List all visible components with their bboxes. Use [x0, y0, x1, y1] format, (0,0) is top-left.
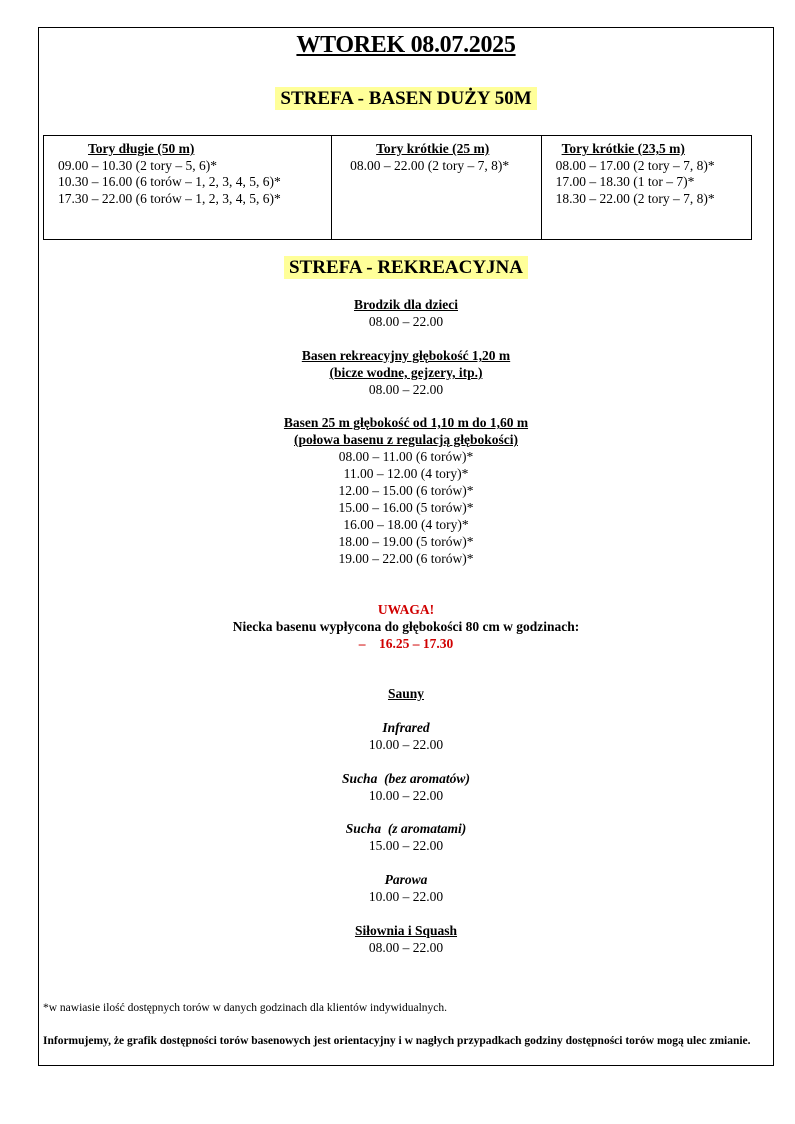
lane-row: 17.00 – 18.30 (1 tor – 7)* — [555, 174, 695, 189]
sauna-hours: 15.00 – 22.00 — [368, 838, 444, 853]
footnote: *w nawiasie ilość dostępnych torów w danych godzinach dla klientów indywidualnych. — [43, 1002, 448, 1014]
zone-big-pool-label: STREFA - BASEN DUŻY 50M — [275, 87, 536, 110]
lanes-column-short-23-5 — [542, 136, 751, 239]
saunas-title: Sauny — [387, 686, 425, 701]
sauna-name: Infrared — [382, 720, 430, 735]
schedule-frame — [38, 27, 774, 1066]
sauna-name: Sucha (bez aromatów) — [342, 771, 470, 786]
zone-recreation-label: STREFA - REKREACYJNA — [284, 256, 528, 279]
saunas-section — [39, 685, 773, 702]
lane-row: 08.00 – 17.00 (2 tory – 7, 8)* — [555, 157, 715, 173]
zone-recreation-heading — [39, 257, 773, 279]
sauna-name: Parowa — [384, 872, 428, 887]
pool25-subtitle: (połowa basenu z regulacją głębokości) — [293, 432, 518, 447]
sauna-steam — [39, 871, 773, 905]
sauna-hours: 10.00 – 22.00 — [368, 889, 444, 904]
lane-row: 09.00 – 10.30 (2 tory – 5, 6)* — [58, 157, 217, 173]
pool25-row: 19.00 – 22.00 (6 torów)* — [338, 551, 474, 566]
sauna-hours: 10.00 – 22.00 — [368, 737, 444, 752]
kids-pool-title: Brodzik dla dzieci — [353, 297, 458, 312]
lanes-column-header: Tory długie (50 m) — [88, 141, 195, 156]
pool25-row: 18.00 – 19.00 (5 torów)* — [338, 534, 474, 549]
rec-pool-section — [39, 347, 773, 398]
gym-hours: 08.00 – 22.00 — [368, 940, 444, 955]
pool25-title: Basen 25 m głębokość od 1,10 m do 1,60 m — [283, 415, 529, 430]
sauna-hours: 10.00 – 22.00 — [368, 788, 444, 803]
sauna-dry-no-aroma — [39, 770, 773, 804]
lanes-column-long — [44, 136, 332, 239]
pool25-row: 15.00 – 16.00 (5 torów)* — [338, 500, 474, 515]
lane-row: 17.30 – 22.00 (6 torów – 1, 2, 3, 4, 5, 6)* — [58, 190, 281, 206]
lanes-column-header: Tory krótkie (23,5 m) — [561, 141, 685, 156]
kids-pool-section — [39, 296, 773, 330]
sauna-dry-aroma — [39, 820, 773, 854]
notice-text: Niecka basenu wypłycona do głębokości 80 cm w godzinach: — [232, 619, 580, 634]
lane-row: 08.00 – 22.00 (2 tory – 7, 8)* — [350, 157, 510, 173]
zone-big-pool-heading — [39, 88, 773, 110]
page-title: WTOREK 08.07.2025 — [296, 32, 516, 58]
info-note: Informujemy, że grafik dostępności torów basenowych jest orientacyjny i w nagłych przypadkach godziny dostępności torów mogą ulec zmianie. — [43, 1035, 751, 1047]
sauna-infrared — [39, 719, 773, 753]
rec-pool-title: Basen rekreacyjny głębokość 1,20 m — [301, 348, 511, 363]
lanes-table — [43, 135, 752, 240]
gym-section — [39, 922, 773, 956]
lanes-column-header: Tory krótkie (25 m) — [376, 141, 490, 156]
pool25-row: 12.00 – 15.00 (6 torów)* — [338, 483, 474, 498]
rec-pool-subtitle: (bicze wodne, gejzery, itp.) — [329, 365, 483, 380]
sauna-name: Sucha (z aromatami) — [345, 821, 467, 836]
gym-title: Siłownia i Squash — [354, 923, 458, 938]
notice-time: – 16.25 – 17.30 — [358, 636, 454, 651]
pool25-row: 08.00 – 11.00 (6 torów)* — [338, 449, 474, 464]
rec-pool-hours: 08.00 – 22.00 — [368, 382, 444, 397]
kids-pool-hours: 08.00 – 22.00 — [368, 314, 444, 329]
lane-row: 10.30 – 16.00 (6 torów – 1, 2, 3, 4, 5, 6)* — [58, 174, 281, 189]
lanes-column-short-25 — [332, 136, 541, 239]
lane-row: 18.30 – 22.00 (2 tory – 7, 8)* — [555, 190, 715, 206]
pool25-row: 16.00 – 18.00 (4 tory)* — [343, 517, 469, 532]
pool25-section — [39, 414, 773, 567]
pool25-row: 11.00 – 12.00 (4 tory)* — [343, 466, 469, 481]
notice-section — [39, 601, 773, 652]
notice-heading: UWAGA! — [377, 602, 435, 617]
